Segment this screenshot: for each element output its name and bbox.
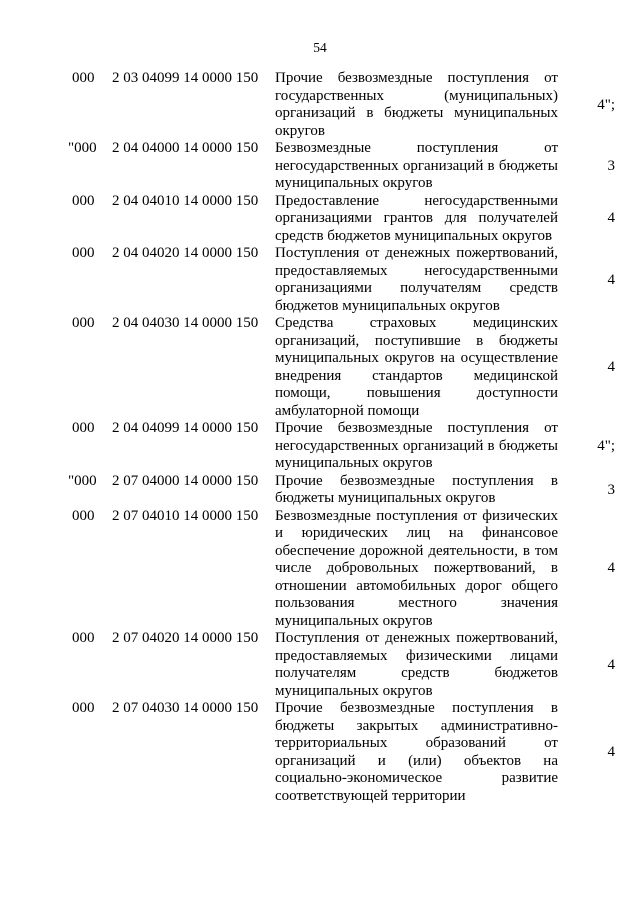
budget-classification-code: 2 07 04010 14 0000 150	[112, 507, 259, 524]
income-description: Прочие безвозмездные поступления от негосударственных организаций в бюджеты муниципальных округов	[275, 420, 558, 471]
admin-code: 000	[72, 507, 95, 524]
table-row	[0, 315, 640, 420]
income-description: Средства страховых медицинских организаций, поступившие в бюджеты муниципальных округов на осуществление внедрения стандартов медицинской помощи, повышения доступности амбулаторной помощи	[275, 315, 558, 419]
budget-classification-code: 2 07 04000 14 0000 150	[112, 472, 259, 489]
norm-value: 4	[607, 560, 615, 577]
norm-value: 4";	[597, 96, 615, 113]
admin-code: 000	[72, 630, 95, 646]
table-row	[0, 420, 640, 473]
income-description: Прочие безвозмездные поступления от государственных (муниципальных) организаций в бюджеты муниципальных округов	[275, 70, 558, 139]
norm-value: 3	[607, 157, 615, 174]
table-row	[0, 630, 640, 700]
table-row	[0, 473, 640, 508]
budget-classification-code: 2 04 04000 14 0000 150	[112, 140, 259, 156]
admin-code: "000	[68, 472, 97, 489]
budget-classification-code: 2 04 04020 14 0000 150	[112, 245, 259, 261]
table-row	[0, 508, 640, 631]
income-description: Безвозмездные поступления от негосударственных организаций в бюджеты муниципальных округов	[275, 140, 558, 191]
budget-classification-code: 2 04 04099 14 0000 150	[112, 420, 259, 436]
budget-classification-code: 2 04 04010 14 0000 150	[112, 192, 259, 209]
admin-code: 000	[72, 192, 95, 209]
norm-value: 4	[607, 744, 615, 760]
table-row	[0, 70, 640, 140]
income-description: Безвозмездные поступления от физических и юридических лиц на финансовое обеспечение дорожной деятельности, в том числе добровольных пожертвований, в отношении автомобильных дорог общего пользования местного значения муниципальных округов	[275, 507, 558, 629]
page-number: 54	[313, 40, 327, 55]
admin-code: 000	[72, 315, 95, 331]
table-row	[0, 700, 640, 805]
norm-value: 4	[607, 359, 615, 375]
admin-code: 000	[72, 245, 95, 261]
table-row	[0, 193, 640, 246]
norm-value: 4	[607, 656, 615, 673]
budget-classification-code: 2 03 04099 14 0000 150	[112, 70, 259, 86]
norm-value: 3	[607, 481, 615, 498]
admin-code: "000	[68, 140, 97, 156]
budget-classification-code: 2 07 04030 14 0000 150	[112, 700, 259, 716]
budget-classification-code: 2 04 04030 14 0000 150	[112, 315, 259, 331]
admin-code: 000	[72, 420, 95, 436]
table-row	[0, 140, 640, 193]
admin-code: 000	[72, 700, 95, 716]
norm-value: 4	[607, 210, 615, 227]
norm-value: 4";	[597, 437, 615, 454]
income-description: Прочие безвозмездные поступления в бюджеты закрытых административно-территориальных образований от организаций и (или) объектов на социально-экономическое развитие соответствующей территории	[275, 700, 558, 804]
admin-code: 000	[72, 70, 95, 86]
income-description: Поступления от денежных пожертвований, предоставляемых физическими лицами получателям средств бюджетов муниципальных округов	[275, 630, 558, 699]
norm-value: 4	[607, 271, 615, 288]
income-description: Прочие безвозмездные поступления в бюджеты муниципальных округов	[275, 472, 558, 506]
table-row	[0, 245, 640, 315]
income-description: Поступления от денежных пожертвований, предоставляемых негосударственными организациями получателям средств бюджетов муниципальных округов	[275, 245, 558, 314]
budget-classification-code: 2 07 04020 14 0000 150	[112, 630, 259, 646]
budget-code-table	[0, 70, 640, 805]
income-description: Предоставление негосударственными организациями грантов для получателей средств бюджетов муниципальных округов	[275, 192, 558, 244]
